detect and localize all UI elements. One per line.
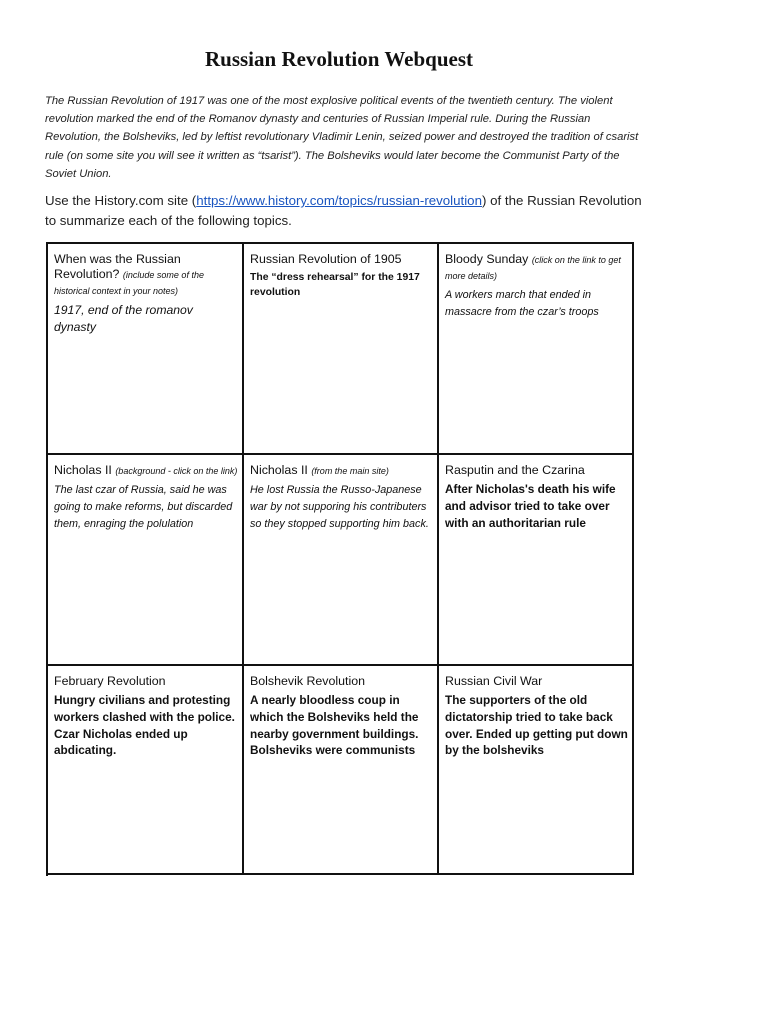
topic-heading <box>54 252 238 299</box>
topic-note: (include some of the historical context in your notes) <box>54 270 204 296</box>
topic-cell-rasputin[interactable] <box>439 455 634 666</box>
topic-cell-bloody-sunday[interactable] <box>439 244 634 455</box>
instructions-text-before: Use the History.com site ( <box>45 193 197 208</box>
topic-title: Bolshevik Revolution <box>250 674 366 688</box>
topic-cell-bolshevik[interactable] <box>244 666 439 875</box>
topic-heading <box>250 463 433 479</box>
topic-heading <box>445 674 628 689</box>
topic-answer: He lost Russia the Russo-Japanese war by not supporing his contributers so they stopped supporting him back. <box>250 484 429 530</box>
topic-title: Russian Revolution of 1905 <box>250 252 402 266</box>
topic-cell-february[interactable] <box>48 666 244 875</box>
topic-heading <box>445 463 628 478</box>
topic-cell-nicholas-main[interactable] <box>244 455 439 666</box>
topic-answer: A workers march that ended in massacre from the czar’s troops <box>445 289 599 318</box>
topic-heading <box>445 252 628 284</box>
page-title: Russian Revolution Webquest <box>204 47 474 71</box>
history-link[interactable]: https://www.history.com/topics/russian-revolution <box>196 193 482 208</box>
topic-cell-civil-war[interactable] <box>439 666 634 875</box>
topics-table <box>46 242 634 876</box>
topic-answer: A nearly bloodless coup in which the Bolsheviks held the nearby government buildings. Bolsheviks were communists <box>250 693 419 758</box>
topic-answer: The “dress rehearsal” for the 1917 revolution <box>250 272 420 298</box>
topic-cell-nicholas-background[interactable] <box>48 455 244 666</box>
topic-title: Rasputin and the Czarina <box>445 463 585 477</box>
topic-heading <box>54 674 238 689</box>
intro-paragraph: The Russian Revolution of 1917 was one of the most explosive political events of the twentieth century. The violent revolution marked the end of the Romanov dynasty and centuries of Russian Imperial rule. During the Russian Revolution, the Bolsheviks, led by leftist revolutionary Vladimir Lenin, seized power and destroyed the tradition of csarist rule (on some site you will see it written as “tsarist”). The Bolsheviks would later become the Communist Party of the Soviet Union. <box>45 95 639 180</box>
topic-answer: After Nicholas's death his wife and advisor tried to take over with an authoritarian rule <box>445 482 616 530</box>
topic-title: Nicholas II <box>250 463 308 477</box>
topic-heading <box>250 674 433 689</box>
topic-note: (background - click on the link) <box>115 466 238 476</box>
topic-note: (click on the link to get more details) <box>445 255 621 281</box>
topic-title: Bloody Sunday <box>445 252 529 266</box>
topic-note: (from the main site) <box>311 466 389 476</box>
topic-title: Russian Civil War <box>445 674 543 688</box>
topic-title: Nicholas II <box>54 463 112 477</box>
topic-answer: The supporters of the old dictatorship tried to take back over. Ended up getting put down by the bolsheviks <box>445 693 628 758</box>
instructions-text-after: ) of the Russian Revolution to summarize each of the following topics. <box>45 193 642 228</box>
instructions-paragraph <box>45 191 645 231</box>
topic-answer: The last czar of Russia, said he was going to make reforms, but discarded them, enraging the polulation <box>54 484 233 530</box>
topic-cell-1905[interactable] <box>244 244 439 455</box>
topic-heading <box>250 252 433 267</box>
topic-answer: 1917, end of the romanov dynasty <box>54 303 193 334</box>
topic-heading <box>54 463 238 479</box>
topic-cell-when[interactable] <box>48 244 244 455</box>
topic-title: When was the Russian Revolution? <box>54 252 181 281</box>
topic-title: February Revolution <box>54 674 166 688</box>
topic-answer: Hungry civilians and protesting workers clashed with the police. Czar Nicholas ended up abdicating. <box>54 693 235 758</box>
